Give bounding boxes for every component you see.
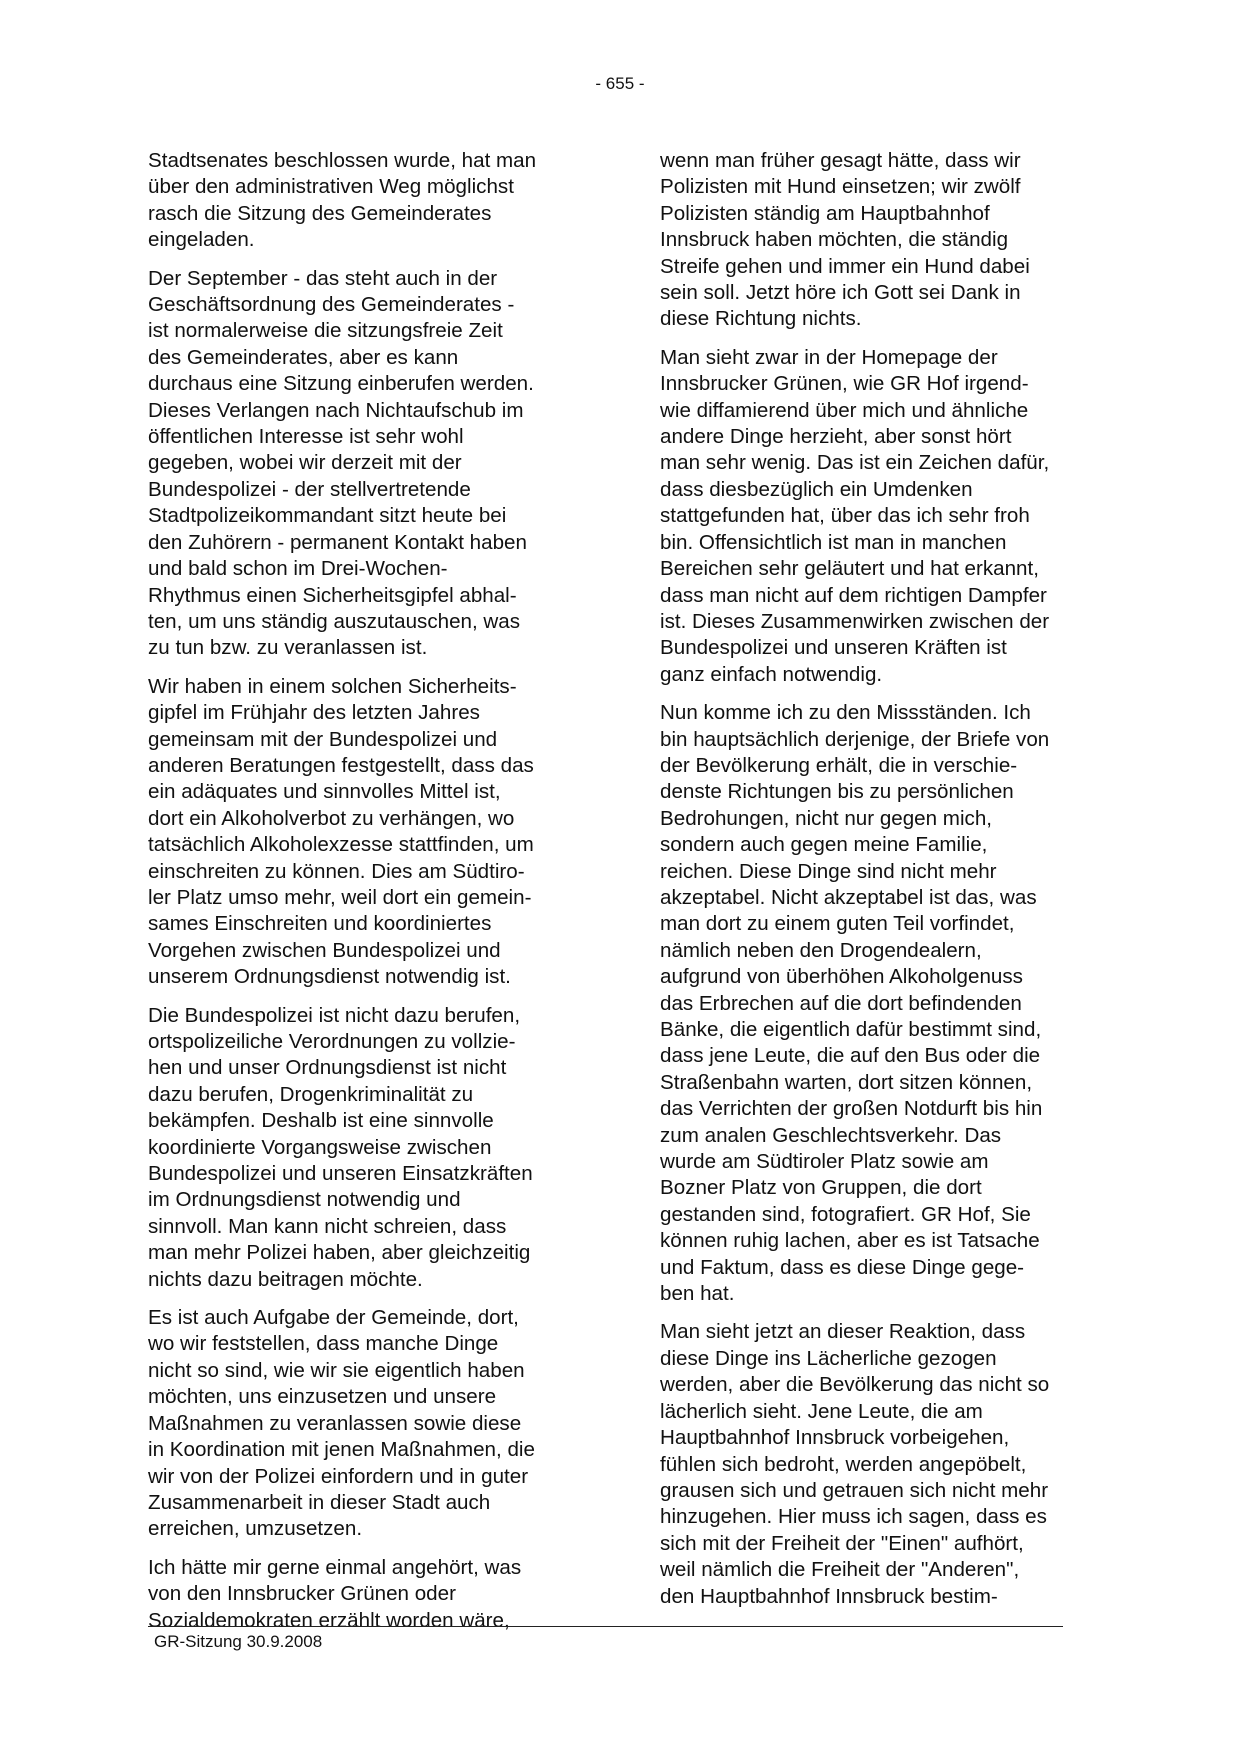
text-line: über den administrativen Weg möglichst <box>148 175 514 199</box>
text-line: Bundespolizei und unseren Kräften ist <box>660 636 1007 660</box>
text-line: Innsbruck haben möchten, die ständig <box>660 228 1009 252</box>
text-line: der Bevölkerung erhält, die in verschie- <box>660 753 1018 777</box>
paragraph <box>148 1305 588 1543</box>
text-line: Stadtsenates beschlossen wurde, hat man <box>148 149 537 172</box>
text-line: dort ein Alkoholverbot zu verhängen, wo <box>148 806 515 830</box>
text-line: Innsbrucker Grünen, wie GR Hof irgend- <box>660 372 1029 396</box>
text-line: sinnvoll. Man kann nicht schreien, dass <box>148 1214 507 1238</box>
text-line: grausen sich und getrauen sich nicht mehr <box>660 1478 1049 1502</box>
paragraph <box>148 1003 588 1293</box>
text-line: lächerlich sieht. Jene Leute, die am <box>660 1399 983 1423</box>
text-line: Dieses Verlangen nach Nichtaufschub im <box>148 398 524 422</box>
paragraph <box>660 148 1100 333</box>
text-line: ortspolizeiliche Verordnungen zu vollzie- <box>148 1030 516 1053</box>
text-line: ist normalerweise die sitzungsfreie Zeit <box>148 319 503 343</box>
paragraph <box>660 1319 1100 1609</box>
footer-session-date: GR-Sitzung 30.9.2008 <box>154 1632 323 1651</box>
text-line: und bald schon im Drei-Wochen- <box>148 557 448 581</box>
text-line: gemeinsam mit der Bundespolizei und <box>148 727 498 751</box>
text-line: aufgrund von überhöhen Alkoholgenuss <box>660 965 1023 989</box>
text-line: können ruhig lachen, aber es ist Tatsache <box>660 1229 1040 1253</box>
paragraph <box>660 345 1100 688</box>
text-line: Polizisten mit Hund einsetzen; wir zwölf <box>660 175 1021 199</box>
text-line: Straßenbahn warten, dort sitzen können, <box>660 1070 1033 1094</box>
text-line: erreichen, umzusetzen. <box>148 1517 363 1541</box>
text-line: sein soll. Jetzt höre ich Gott sei Dank in <box>660 281 1021 305</box>
text-line: hinzugehen. Hier muss ich sagen, dass es <box>660 1505 1047 1529</box>
text-line: nichts dazu beitragen möchte. <box>148 1267 423 1291</box>
text-line: stattgefunden hat, über das ich sehr froh <box>660 504 1030 528</box>
text-line: das Erbrechen auf die dort befindenden <box>660 991 1022 1015</box>
text-line: diese Richtung nichts. <box>660 307 862 331</box>
text-line: Bozner Platz von Gruppen, die dort <box>660 1176 982 1200</box>
text-line: dass diesbezüglich ein Umdenken <box>660 477 973 501</box>
text-line: anderen Beratungen festgestellt, dass das <box>148 753 534 777</box>
text-line: Hauptbahnhof Innsbruck vorbeigehen, <box>660 1426 1010 1450</box>
text-line: Man sieht jetzt an dieser Reaktion, dass <box>660 1320 1026 1344</box>
text-line: Man sieht zwar in der Homepage der <box>660 345 998 369</box>
text-line: Streife gehen und immer ein Hund dabei <box>660 254 1030 278</box>
text-line: Der September - das steht auch in der <box>148 266 498 290</box>
paragraph <box>148 1555 588 1634</box>
text-line: andere Dinge herzieht, aber sonst hört <box>660 425 1012 449</box>
paragraph <box>148 266 588 662</box>
left-column <box>148 148 588 1646</box>
text-line: Es ist auch Aufgabe der Gemeinde, dort, <box>148 1306 519 1330</box>
text-line: möchten, uns einzusetzen und unsere <box>148 1385 497 1409</box>
text-line: man mehr Polizei haben, aber gleichzeitig <box>148 1241 531 1265</box>
text-line: Bänke, die eigentlich dafür bestimmt sind, <box>660 1018 1042 1041</box>
text-line: ganz einfach notwendig. <box>660 662 883 686</box>
right-column <box>660 148 1100 1622</box>
text-line: man dort zu einem guten Teil vorfindet, <box>660 912 1015 936</box>
text-line: Bereichen sehr geläutert und hat erkannt, <box>660 557 1039 581</box>
text-line: Wir haben in einem solchen Sicherheits- <box>148 674 517 698</box>
text-line: wo wir feststellen, dass manche Dinge <box>148 1332 499 1356</box>
text-line: zum analen Geschlechtsverkehr. Das <box>660 1123 1002 1147</box>
text-line: öffentlichen Interesse ist sehr wohl <box>148 425 464 449</box>
page-number: - 655 - <box>595 74 645 93</box>
text-line: Nun komme ich zu den Missständen. Ich <box>660 701 1031 725</box>
text-line: bekämpfen. Deshalb ist eine sinnvolle <box>148 1109 494 1133</box>
text-line: gegeben, wobei wir derzeit mit der <box>148 451 462 475</box>
text-line: Maßnahmen zu veranlassen sowie diese <box>148 1411 522 1435</box>
text-line: koordinierte Vorgangsweise zwischen <box>148 1135 492 1159</box>
text-line: den Zuhörern - permanent Kontakt haben <box>148 530 527 554</box>
text-line: durchaus eine Sitzung einberufen werden. <box>148 372 534 396</box>
text-line: ben hat. <box>660 1282 735 1306</box>
text-line: dazu berufen, Drogenkriminalität zu <box>148 1082 474 1106</box>
paragraph <box>148 674 588 991</box>
text-line: einschreiten zu können. Dies am Südtiro- <box>148 859 525 883</box>
text-line: Polizisten ständig am Hauptbahnhof <box>660 201 990 225</box>
text-line: des Gemeinderates, aber es kann <box>148 345 459 369</box>
text-line: unserem Ordnungsdienst notwendig ist. <box>148 965 511 989</box>
text-line: Bundespolizei - der stellvertretende <box>148 477 471 501</box>
text-line: bin. Offensichtlich ist man in manchen <box>660 530 1007 554</box>
text-line: tatsächlich Alkoholexzesse stattfinden, um <box>148 833 534 857</box>
text-line: hen und unser Ordnungsdienst ist nicht <box>148 1056 507 1080</box>
footer-divider <box>148 1626 1063 1627</box>
text-line: nicht so sind, wie wir sie eigentlich haben <box>148 1358 525 1382</box>
paragraph <box>660 700 1100 1307</box>
text-line: in Koordination mit jenen Maßnahmen, die <box>148 1438 535 1462</box>
text-line: Bundespolizei und unseren Einsatzkräften <box>148 1162 533 1186</box>
text-line: Geschäftsordnung des Gemeinderates - <box>148 293 515 317</box>
text-line: akzeptabel. Nicht akzeptabel ist das, was <box>660 885 1037 909</box>
text-line: Bedrohungen, nicht nur gegen mich, <box>660 806 993 830</box>
text-line: eingeladen. <box>148 228 255 252</box>
text-line: wenn man früher gesagt hätte, dass wir <box>660 149 1021 172</box>
text-line: im Ordnungsdienst notwendig und <box>148 1188 461 1212</box>
paragraph <box>148 148 588 254</box>
text-line: denste Richtungen bis zu persönlichen <box>660 780 1014 804</box>
text-line: dass jene Leute, die auf den Bus oder die <box>660 1044 1041 1068</box>
text-line: werden, aber die Bevölkerung das nicht so <box>660 1373 1050 1397</box>
text-line: ten, um uns ständig auszutauschen, was <box>148 609 521 633</box>
text-line: den Hauptbahnhof Innsbruck bestim- <box>660 1584 998 1608</box>
text-line: Stadtpolizeikommandant sitzt heute bei <box>148 504 507 528</box>
text-line: Die Bundespolizei ist nicht dazu berufen, <box>148 1003 521 1027</box>
text-line: ist. Dieses Zusammenwirken zwischen der <box>660 609 1050 633</box>
text-line: wurde am Südtiroler Platz sowie am <box>660 1150 989 1174</box>
text-line: zu tun bzw. zu veranlassen ist. <box>148 636 428 660</box>
text-line: weil nämlich die Freiheit der "Anderen", <box>660 1558 1020 1582</box>
text-line: diese Dinge ins Lächerliche gezogen <box>660 1346 997 1370</box>
text-line: Vorgehen zwischen Bundespolizei und <box>148 938 501 962</box>
text-line: Rhythmus einen Sicherheitsgipfel abhal- <box>148 583 517 607</box>
text-line: Zusammenarbeit in dieser Stadt auch <box>148 1490 491 1514</box>
text-line: ler Platz umso mehr, weil dort ein gemein- <box>148 885 532 909</box>
text-line: ein adäquates und sinnvolles Mittel ist, <box>148 780 501 804</box>
text-line: Ich hätte mir gerne einmal angehört, was <box>148 1555 522 1579</box>
text-line: sich mit der Freiheit der "Einen" aufhört, <box>660 1531 1024 1555</box>
text-line: bin hauptsächlich derjenige, der Briefe von <box>660 727 1050 751</box>
text-line: dass man nicht auf dem richtigen Dampfer <box>660 583 1047 607</box>
text-line: von den Innsbrucker Grünen oder <box>148 1582 456 1606</box>
text-line: und Faktum, dass es diese Dinge gege- <box>660 1255 1025 1279</box>
text-line: gestanden sind, fotografiert. GR Hof, Sie <box>660 1202 1031 1226</box>
text-line: rasch die Sitzung des Gemeinderates <box>148 201 492 225</box>
text-line: man sehr wenig. Das ist ein Zeichen dafür, <box>660 451 1050 475</box>
text-line: fühlen sich bedroht, werden angepöbelt, <box>660 1452 1027 1476</box>
text-line: gipfel im Frühjahr des letzten Jahres <box>148 701 480 725</box>
text-line: wir von der Polizei einfordern und in guter <box>148 1464 529 1488</box>
text-line: sames Einschreiten und koordiniertes <box>148 912 492 936</box>
text-line: wie diffamierend über mich und ähnliche <box>660 398 1029 422</box>
text-line: nämlich neben den Drogendealern, <box>660 938 982 962</box>
text-line: das Verrichten der großen Notdurft bis hin <box>660 1097 1043 1121</box>
text-line: reichen. Diese Dinge sind nicht mehr <box>660 859 997 883</box>
text-line: Sozialdemokraten erzählt worden wäre, <box>148 1608 510 1632</box>
text-line: sondern auch gegen meine Familie, <box>660 833 988 857</box>
